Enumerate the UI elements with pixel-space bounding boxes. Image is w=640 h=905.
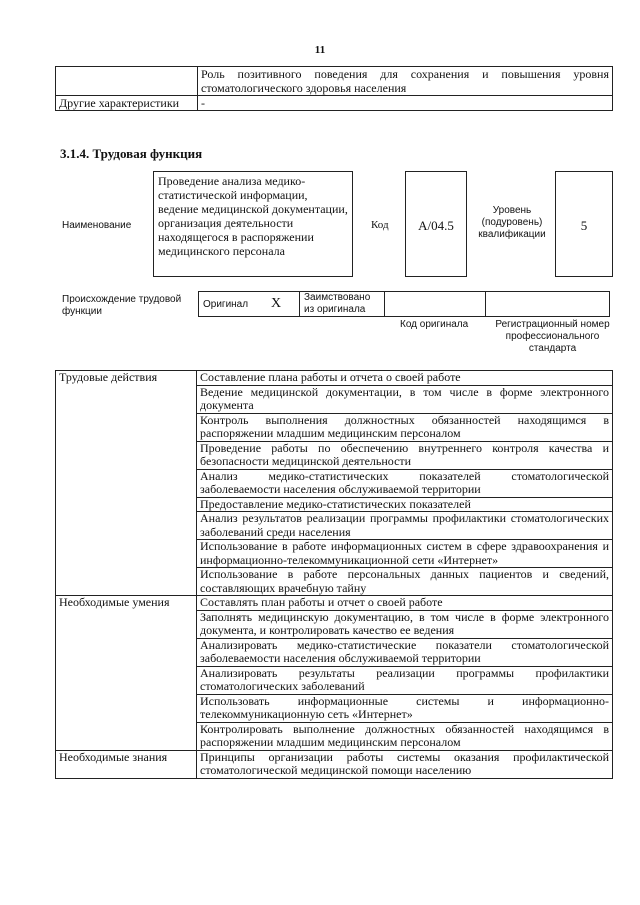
- group-item: Составлять план работы и отчет о своей работе: [197, 596, 613, 611]
- section-heading: 3.1.4. Трудовая функция: [60, 146, 203, 161]
- function-name: Проведение анализа медико-статистической информации, ведение медицинской документации, организация деятельности находящегося в распоряжении медицинского персонала: [153, 171, 353, 277]
- group-item: Проведение работы по обеспечению внутреннего контроля качества и безопасности медицинской деятельности: [197, 441, 613, 469]
- origin-label: Происхождение трудовой функции: [62, 294, 182, 317]
- group-item: Использование в работе персональных данных пациентов и сведений, составляющих врачебную тайну: [197, 568, 613, 596]
- reg-number-cell: [486, 292, 610, 317]
- original-mark: X: [267, 292, 300, 317]
- code-label: Код: [371, 219, 389, 231]
- main-table: [55, 370, 613, 779]
- function-code: A/04.5: [405, 171, 467, 277]
- code-original-caption: Код оригинала: [400, 319, 469, 330]
- group-label: Трудовые действия: [56, 371, 197, 596]
- group-item: Заполнять медицинскую документацию, в том числе в форме электронного документа, и контролировать качество ее ведения: [197, 610, 613, 638]
- group-item: Использование в работе информационных систем в сфере здравоохранения и информационно-телекоммуникационной сети «Интернет»: [197, 540, 613, 568]
- group-item: Ведение медицинской документации, в том числе в форме электронного документа: [197, 385, 613, 413]
- qualification-level: 5: [555, 171, 613, 277]
- table-row: [56, 96, 613, 111]
- origin-table: [198, 291, 610, 317]
- table-row: [56, 67, 613, 96]
- top-table: [55, 66, 613, 111]
- group-item: Контролировать выполнение должностных обязанностей находящимся в распоряжении младшим медицинским персоналом: [197, 722, 613, 750]
- row-value: -: [198, 96, 613, 111]
- table-row: [56, 596, 613, 611]
- table-row: [56, 750, 613, 778]
- group-item: Анализ медико-статистических показателей стоматологической заболеваемости населения обслуживаемой территории: [197, 469, 613, 497]
- original-label: Оригинал: [199, 292, 268, 317]
- group-item: Составление плана работы и отчета о своей работе: [197, 371, 613, 386]
- group-label: Необходимые умения: [56, 596, 197, 751]
- borrowed-label: Заимствовано из оригинала: [300, 292, 385, 317]
- code-original-cell: [385, 292, 486, 317]
- row-label: [56, 67, 198, 96]
- row-value: Роль позитивного поведения для сохранения и повышения уровня стоматологического здоровья населения: [198, 67, 613, 96]
- group-label: Необходимые знания: [56, 750, 197, 778]
- table-row: [56, 371, 613, 386]
- group-item: Предоставление медико-статистических показателей: [197, 497, 613, 512]
- row-label: Другие характеристики: [56, 96, 198, 111]
- group-item: Использовать информационные системы и информационно-телекоммуникационную сеть «Интернет»: [197, 694, 613, 722]
- group-item: Анализ результатов реализации программы профилактики стоматологических заболеваний среди населения: [197, 512, 613, 540]
- group-item: Принципы организации работы системы оказания профилактической стоматологической медицинской помощи населению: [197, 750, 613, 778]
- group-item: Контроль выполнения должностных обязанностей находящимся в распоряжении младшим медицинским персоналом: [197, 413, 613, 441]
- page-number: 11: [314, 44, 326, 56]
- name-label: Наименование: [62, 220, 132, 231]
- level-label: Уровень (подуровень) квалификации: [478, 205, 546, 240]
- group-item: Анализировать результаты реализации программы профилактики стоматологических заболеваний: [197, 666, 613, 694]
- group-item: Анализировать медико-статистические показатели стоматологической заболеваемости населения обслуживаемой территории: [197, 638, 613, 666]
- reg-number-caption: Регистрационный номер профессионального стандарта: [495, 319, 610, 354]
